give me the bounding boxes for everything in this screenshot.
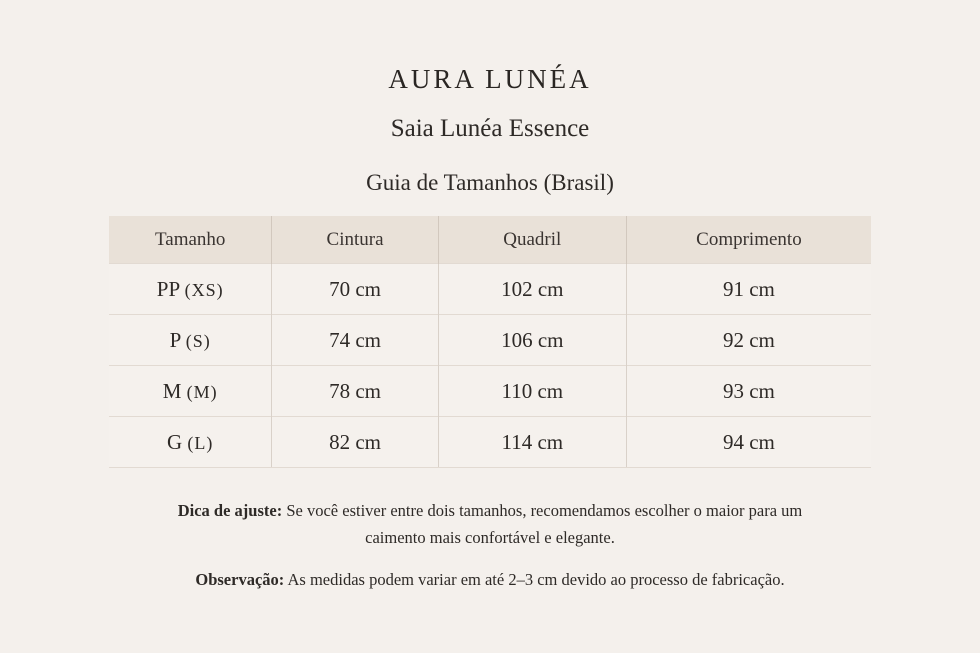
size-alt-label: (S) [185,330,211,351]
hip-cell: 114 cm [438,417,626,468]
fit-tip-text: Se você estiver entre dois tamanhos, recomendamos escolher o maior para um caimento mais confortável e elegante. [282,501,803,547]
table-row [109,366,871,417]
size-label: M [162,378,182,403]
size-cell [109,417,272,468]
length-cell: 94 cm [626,417,871,468]
hip-cell: 110 cm [438,366,626,417]
fit-tip [150,497,830,551]
size-table [109,216,871,468]
size-alt-label: (L) [187,432,214,453]
product-title: Saia Lunéa Essence [390,115,590,142]
size-cell [109,315,272,366]
guide-title: Guia de Tamanhos (Brasil) [366,170,614,195]
length-cell: 93 cm [626,366,871,417]
waist-cell: 70 cm [272,264,438,315]
size-label: G [167,429,183,454]
waist-cell: 74 cm [272,315,438,366]
observation-text: As medidas podem variar em até 2–3 cm devido ao processo de fabricação. [284,570,785,589]
size-cell [109,264,272,315]
size-label: P [169,327,181,352]
size-alt-label: (XS) [184,279,224,300]
column-header-size: Tamanho [109,216,272,264]
waist-cell: 78 cm [272,366,438,417]
table-row [109,264,871,315]
observation-note [100,568,880,592]
size-cell [109,366,272,417]
table-row [109,315,871,366]
column-header-length: Comprimento [626,216,871,264]
length-cell: 92 cm [626,315,871,366]
hip-cell: 106 cm [438,315,626,366]
waist-cell: 82 cm [272,417,438,468]
table-row [109,417,871,468]
size-label: PP [156,276,180,301]
brand-name: AURA LUNÉA [388,64,592,94]
column-header-hip: Quadril [438,216,626,264]
column-header-waist: Cintura [272,216,438,264]
hip-cell: 102 cm [438,264,626,315]
length-cell: 91 cm [626,264,871,315]
observation-label: Observação: [195,570,285,589]
table-header-row [109,216,871,264]
size-alt-label: (M) [186,381,218,402]
fit-tip-label: Dica de ajuste: [177,501,283,520]
